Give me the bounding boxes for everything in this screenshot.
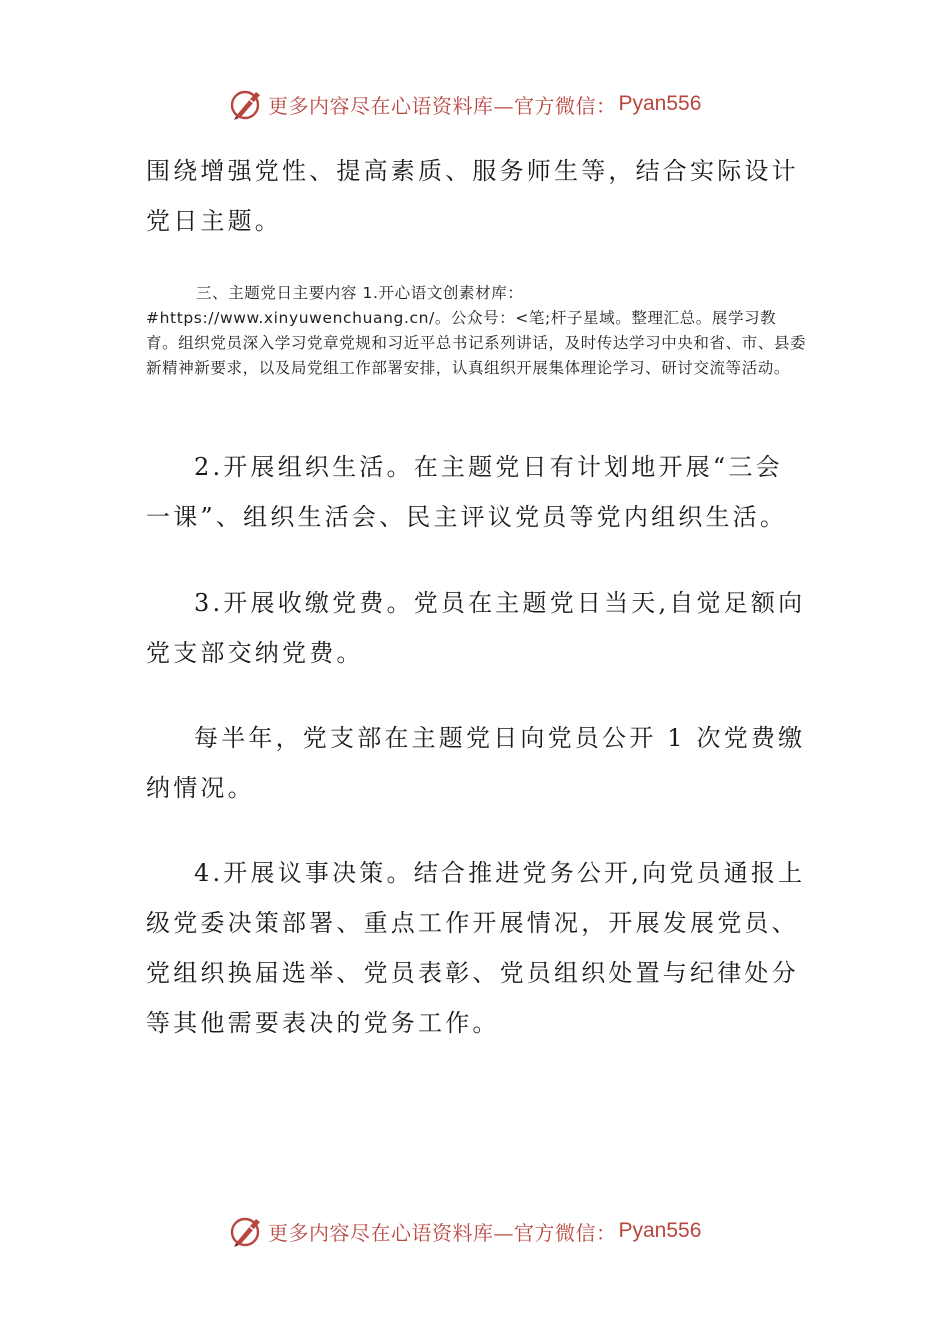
paragraph-organization-life: 2.开展组织生活。在主题党日有计划地开展“三会一课”、组织生活会、民主评议党员等党内组织生活。	[146, 453, 788, 531]
banner-wechat-id: Pyan556	[618, 92, 702, 115]
paragraph-dues-disclosure: 每半年，党支部在主题党日向党员公开 1 次党费缴纳情况。	[146, 724, 806, 802]
header-banner	[228, 84, 701, 124]
banner-text: 更多内容尽在心语资料库—官方微信：	[268, 93, 617, 118]
pen-logo-icon	[228, 86, 264, 122]
paragraph-main-content: 三、主题党日主要内容 1.开心语文创素材库：#https://www.xinyuwenchuang.cn/。公众号：<笔;杆子星域。整理汇总。展学习教育。组织党员深入学习党章党规和习近平总书记系列讲话，及时传达学习中央和省、市、县委新精神新要求，以及局党组工作部署安排，认真组织开展集体理论学习、研讨交流等活动。	[146, 284, 807, 377]
pen-logo-icon	[228, 1213, 264, 1249]
banner-text: 更多内容尽在心语资料库—官方微信：	[268, 1220, 617, 1245]
paragraph-theme: 围绕增强党性、提高素质、服务师生等，结合实际设计党日主题。	[146, 157, 799, 235]
paragraph-decision-making: 4.开展议事决策。结合推进党务公开,向党员通报上级党委决策部署、重点工作开展情况，开展发展党员、党组织换届选举、党员表彰、党员组织处置与纪律处分等其他需要表决的党务工作。	[146, 859, 806, 1037]
paragraph-party-dues: 3.开展收缴党费。党员在主题党日当天,自觉足额向党支部交纳党费。	[146, 589, 806, 667]
footer-banner	[228, 1211, 701, 1251]
banner-wechat-id: Pyan556	[618, 1219, 702, 1242]
